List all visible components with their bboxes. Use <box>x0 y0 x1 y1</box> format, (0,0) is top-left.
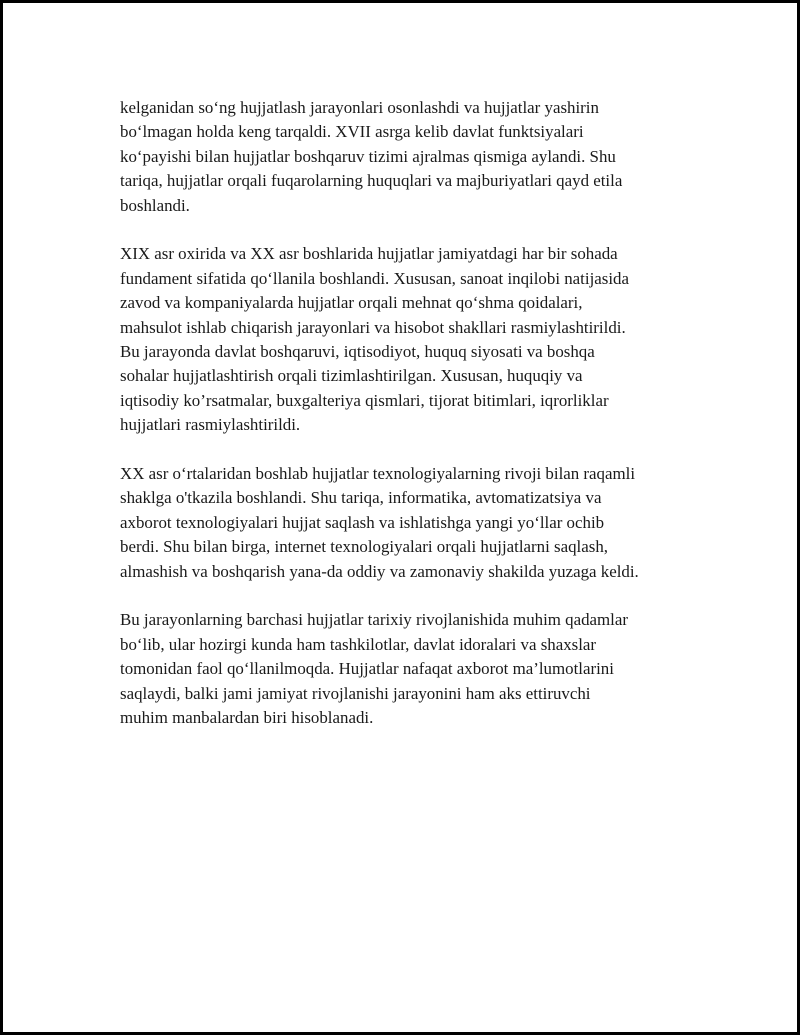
paragraph: XIX asr oxirida va XX asr boshlarida hujjatlar jamiyatdagi har bir sohada fundament sifatida qo‘llanila boshlandi. Xususan, sanoat inqilobi natijasida zavod va kompaniyalarda hujjatlar orqali mehnat qo‘shma qoidalari, mahsulot ishlab chiqarish jarayonlari va hisobot shakllari rasmiylashtirildi. Bu jarayonda davlat boshqaruvi, iqtisodiyot, huquq siyosati va boshqa sohalar hujjatlashtirish orqali tizimlashtirilgan. Xususan, huquqiy va iqtisodiy ko’rsatmalar, buxgalteriya qismlari, tijorat bitimlari, iqrorliklar hujjatlari rasmiylashtirildi. <box>120 244 629 435</box>
paragraph: Bu jarayonlarning barchasi hujjatlar tarixiy rivojlanishida muhim qadamlar bo‘lib, ular hozirgi kunda ham tashkilotlar, davlat idoralari va shaxslar tomonidan faol qo‘llanilmoqda. Hujjatlar nafaqat axborot ma’lumotlarini saqlaydi, balki jami jamiyat rivojlanishi jarayonini ham aks ettiruvchi muhim manbalardan biri hisoblanadi. <box>120 610 628 728</box>
paragraph: XX asr o‘rtalaridan boshlab hujjatlar texnologiyalarning rivoji bilan raqamli shaklga o'tkazila boshlandi. Shu tariqa, informatika, avtomatizatsiya va axborot texnologiyalari hujjat saqlash va ishlatishga yangi yo‘llar ochib berdi. Shu bilan birga, internet texnologiyalari orqali hujjatlarni saqlash, almashish va boshqarish yana-da oddiy va zamonaviy shakilda yuzaga keldi. <box>120 464 639 581</box>
document-body <box>120 96 690 755</box>
paragraph: kelganidan so‘ng hujjatlash jarayonlari osonlashdi va hujjatlar yashirin bo‘lmagan holda keng tarqaldi. XVII asrga kelib davlat funktsiyalari ko‘payishi bilan hujjatlar boshqaruv tizimi ajralmas qismiga aylandi. Shu tariqa, hujjatlar orqali fuqarolarning huquqlari va majburiyatlari qayd etila boshlandi. <box>120 98 623 215</box>
